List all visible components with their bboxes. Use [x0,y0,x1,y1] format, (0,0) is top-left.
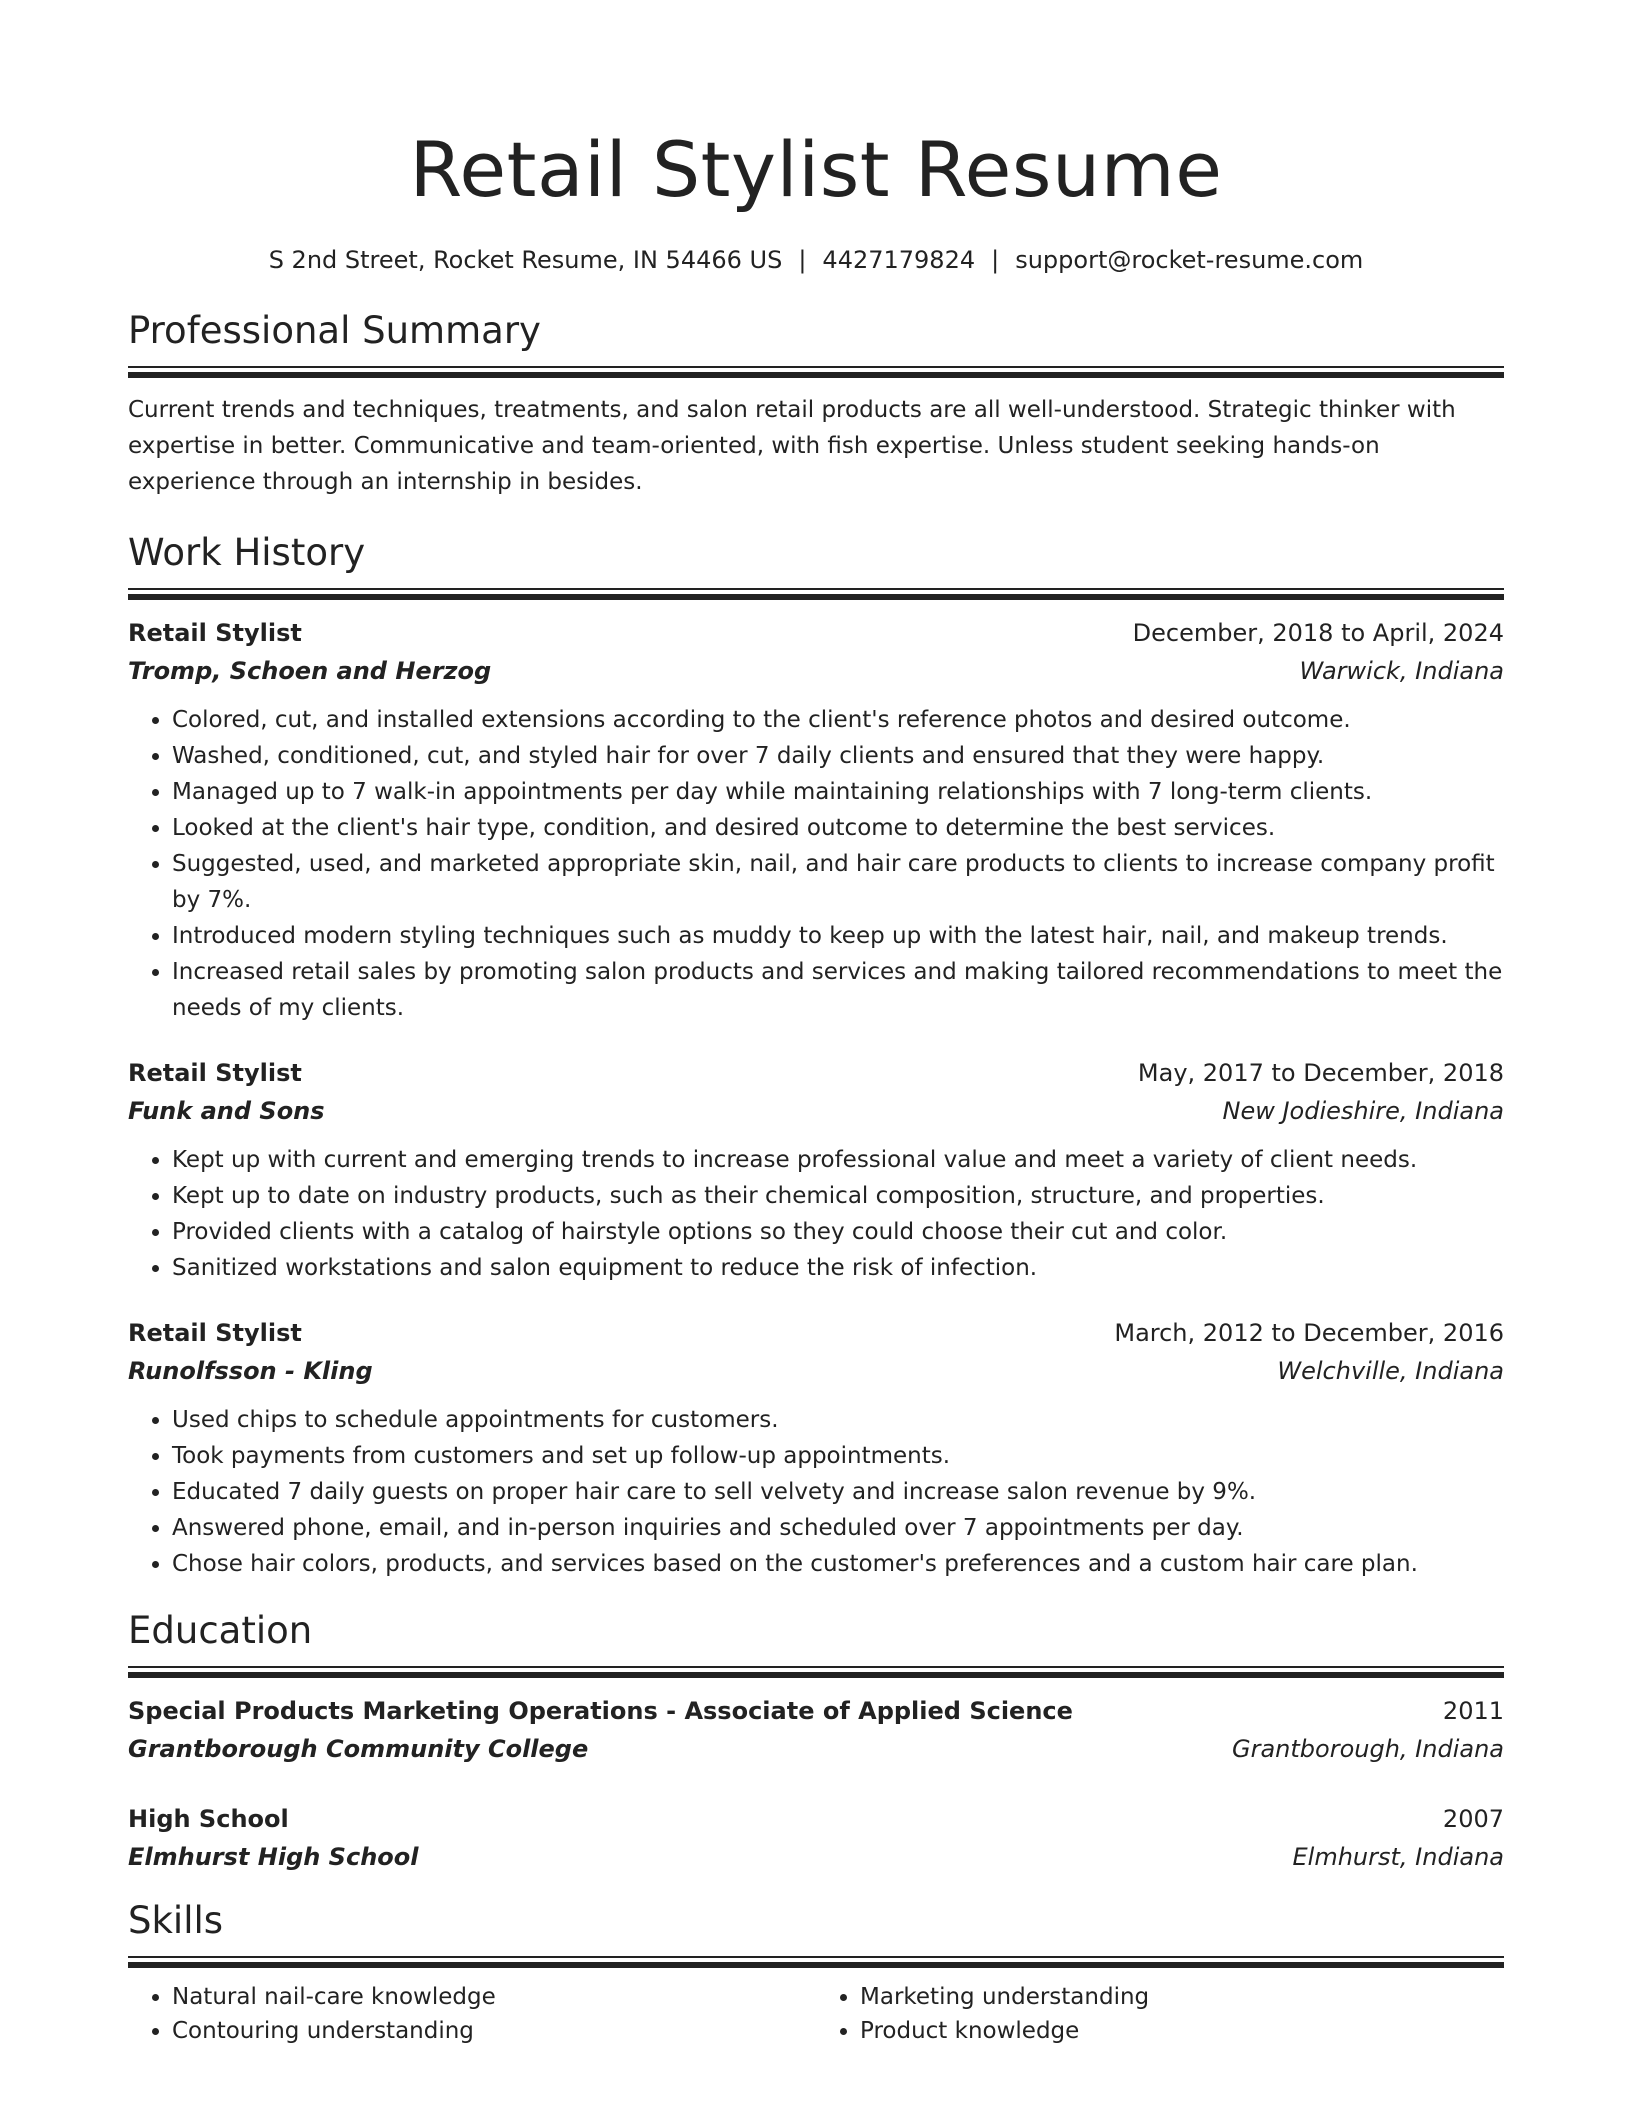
job-bullets [128,1142,1504,1286]
summary-section [128,308,1504,500]
job-location: Welchville, Indiana [1277,1357,1504,1385]
contact-separator: | [798,246,807,274]
education-section [128,1608,1504,1876]
job-company: Tromp, Schoen and Herzog [128,657,492,685]
work-section [128,530,1504,1582]
resume-title: Retail Stylist Resume [409,125,1223,214]
job-header [128,1314,1504,1352]
skills-section [128,1898,1504,2048]
list-item: • Natural nail-care knowledge [172,1980,816,2014]
job-subheader [128,652,1504,690]
list-item: • Marketing understanding [860,1980,1504,2014]
work-heading: Work History [128,531,366,574]
education-year: 2011 [1442,1697,1504,1725]
job-company: Runolfsson - Kling [128,1357,373,1385]
job-entry [128,1054,1504,1286]
list-item: • Educated 7 daily guests on proper hair care to sell velvety and increase salon revenue by 9%. [172,1474,1504,1510]
job-location: Warwick, Indiana [1299,657,1504,685]
education-entry [128,1692,1504,1768]
education-degree: High School [128,1805,289,1833]
list-item: • Sanitized workstations and salon equipment to reduce the risk of infection. [172,1250,1504,1286]
skills-list-left [128,1980,816,2048]
job-entry [128,614,1504,1026]
job-dates: May, 2017 to December, 2018 [1137,1059,1504,1087]
list-item: • Provided clients with a catalog of hairstyle options so they could choose their cut and color. [172,1214,1504,1250]
contact-separator: | [991,246,1000,274]
list-item: • Kept up with current and emerging trends to increase professional value and meet a variety of client needs. [172,1142,1504,1178]
skills-columns [128,1980,1504,2048]
education-subheader [128,1838,1504,1876]
education-school: Elmhurst High School [128,1843,419,1871]
section-divider [128,588,1504,600]
list-item: • Chose hair colors, products, and services based on the customer's preferences and a custom hair care plan. [172,1546,1504,1582]
list-item: • Looked at the client's hair type, condition, and desired outcome to determine the best services. [172,810,1504,846]
job-dates: March, 2012 to December, 2016 [1114,1319,1504,1347]
job-title: Retail Stylist [128,1319,302,1347]
job-entry [128,1314,1504,1582]
skills-list-right [816,1980,1504,2048]
job-subheader [128,1352,1504,1390]
summary-text: Current trends and techniques, treatments, and salon retail products are all well-understood. Strategic thinker with expertise in better. Communicative and team-oriented, with fish expertise. Unless student seeking hands-on experience through an internship in besides. [128,397,1456,495]
list-item: • Answered phone, email, and in-person inquiries and scheduled over 7 appointments per day. [172,1510,1504,1546]
list-item: • Used chips to schedule appointments for customers. [172,1402,1504,1438]
education-subheader [128,1730,1504,1768]
section-divider [128,1956,1504,1968]
contact-phone: 4427179824 [822,246,976,274]
list-item: • Managed up to 7 walk-in appointments per day while maintaining relationships with 7 long-term clients. [172,774,1504,810]
job-title: Retail Stylist [128,1059,302,1087]
job-location: New Jodieshire, Indiana [1222,1097,1504,1125]
education-location: Elmhurst, Indiana [1292,1843,1504,1871]
education-heading: Education [128,1609,313,1652]
list-item: • Product knowledge [860,2014,1504,2048]
contact-line [128,244,1504,276]
education-year: 2007 [1442,1805,1504,1833]
contact-email[interactable]: support@rocket-resume.com [1015,246,1364,274]
education-header [128,1692,1504,1730]
job-dates: December, 2018 to April, 2024 [1132,619,1504,647]
contact-address: S 2nd Street, Rocket Resume, IN 54466 US [268,246,783,274]
skills-heading: Skills [128,1899,224,1942]
list-item: • Colored, cut, and installed extensions according to the client's reference photos and desired outcome. [172,702,1504,738]
job-header [128,1054,1504,1092]
list-item: • Washed, conditioned, cut, and styled hair for over 7 daily clients and ensured that they were happy. [172,738,1504,774]
section-divider [128,366,1504,378]
job-bullets [128,1402,1504,1582]
education-degree: Special Products Marketing Operations - Associate of Applied Science [128,1697,1073,1725]
list-item: • Contouring understanding [172,2014,816,2048]
education-location: Grantborough, Indiana [1232,1735,1504,1763]
job-company: Funk and Sons [128,1097,325,1125]
list-item: • Increased retail sales by promoting salon products and services and making tailored recommendations to meet the needs of my clients. [172,954,1504,1026]
education-entry [128,1800,1504,1876]
job-subheader [128,1092,1504,1130]
section-divider [128,1666,1504,1678]
job-header [128,614,1504,652]
job-bullets [128,702,1504,1026]
list-item: • Introduced modern styling techniques such as muddy to keep up with the latest hair, nail, and makeup trends. [172,918,1504,954]
list-item: • Suggested, used, and marketed appropriate skin, nail, and hair care products to clients to increase company profit by 7%. [172,846,1504,918]
list-item: • Took payments from customers and set up follow-up appointments. [172,1438,1504,1474]
education-school: Grantborough Community College [128,1735,589,1763]
list-item: • Kept up to date on industry products, such as their chemical composition, structure, and properties. [172,1178,1504,1214]
job-title: Retail Stylist [128,619,302,647]
education-header [128,1800,1504,1838]
summary-heading: Professional Summary [128,309,541,352]
